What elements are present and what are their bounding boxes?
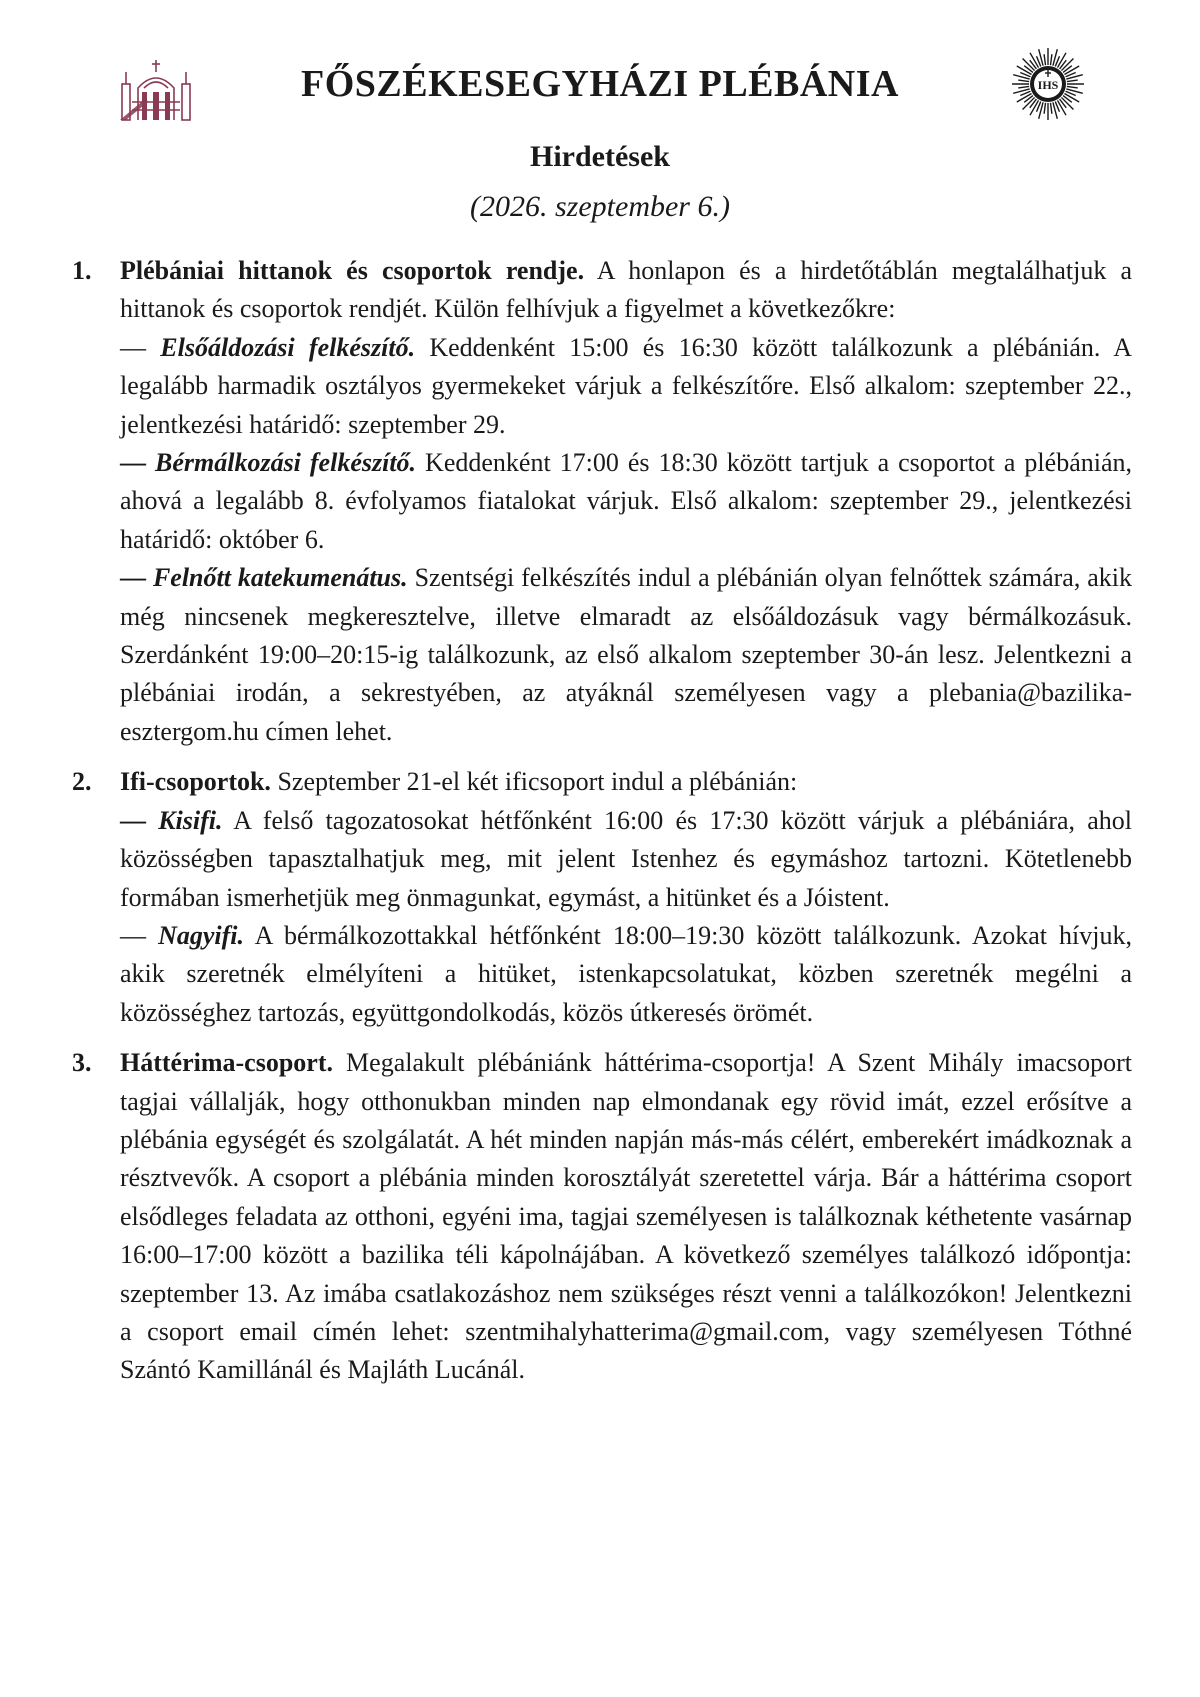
announcements-heading: Hirdetések xyxy=(530,140,670,173)
sub-item xyxy=(120,917,1132,1032)
item-text: Megalakult plébániánk háttérima-csoportja! A Szent Mihály imacsoport tagjai vállalják, hogy otthonukban minden nap elmondanak egy rövid imát, ezzel erősítve a plébánia egységét és szolgálatát. A hét minden napján más-más célért, emberekért imádkoznak a résztvevők. A csoport a plébánia minden korosztályát szeretettel várja. Bár a háttérima csoport elsődleges feladata az otthoni, egyéni ima, tagjai személyesen is találkoznak kéthetente vasárnap 16:00–17:00 között a bazilika téli kápolnájában. A következő személyes találkozó időpontja: szeptember 13. Az imába csatlakozáshoz nem szükséges részt venni a találkozókon! Jelentkezni a csoport email címén lehet: szentmihalyhatterima@gmail.com, vagy személyesen Tóthné Szántó Kamillánál és Majláth Lucánál. xyxy=(120,1048,1132,1385)
sub-item-text: A bérmálkozottakkal hétfőnként 18:00–19:30 között találkozunk. Azokat hívjuk, akik szeretnék elmélyíteni a hitüket, istenkapcsolatukat, közben szeretnék megélni a közösséghez tartozás, együttgondolkodás, közös útkeresés örömét. xyxy=(120,920,1132,1027)
sub-item-title: Nagyifi. xyxy=(158,920,244,950)
announcement-item xyxy=(72,252,1132,751)
sub-item xyxy=(120,802,1132,917)
item-paragraph xyxy=(120,763,1132,801)
sub-item-title: Bérmálkozási felkészítő. xyxy=(155,448,417,478)
sub-item xyxy=(120,444,1132,559)
sub-item xyxy=(120,329,1132,444)
announcements-list xyxy=(72,252,1132,1402)
sub-item-text: Keddenként 17:00 és 18:30 között tartjuk a csoportot a plébánián, ahová a legalább 8. évfolyamos fiatalokat várjuk. Első alkalom: szeptember 29., jelentkezési határidő: október 6. xyxy=(120,448,1133,554)
sub-item-dash: — xyxy=(120,805,159,835)
parish-title: FŐSZÉKESEGYHÁZI PLÉBÁNIA xyxy=(301,63,899,105)
sub-item-text: A felső tagozatosokat hétfőnként 16:00 és 17:30 között várjuk a plébániára, ahol közösségben tapasztalhatjuk meg, mit jelent Istenhez és egymáshoz tartozni. Kötetlenebb formában ismerhetjük meg önmagunkat, egymást, a hitünket és a Jóistent. xyxy=(120,805,1133,912)
sub-item-title: Elsőáldozási felkészítő. xyxy=(160,332,416,362)
announcement-item xyxy=(72,763,1132,1032)
sub-item-dash: — xyxy=(120,563,153,593)
ihs-seal-icon xyxy=(1010,46,1086,122)
announcement-item xyxy=(72,1044,1132,1390)
sub-item-title: Kisifi. xyxy=(158,805,223,835)
sub-item-dash: — xyxy=(120,920,159,950)
page-header xyxy=(0,40,1200,130)
announcements-date: (2026. szeptember 6.) xyxy=(470,190,730,223)
item-number: 2. xyxy=(72,767,92,797)
item-number: 3. xyxy=(72,1048,92,1078)
item-text: Szeptember 21-el két ificsoport indul a plébánián: xyxy=(270,767,798,797)
sub-item xyxy=(120,559,1132,751)
sub-item-title: Felnőtt katekumenátus. xyxy=(152,563,408,593)
item-title: Háttérima-csoport. xyxy=(120,1048,333,1078)
sub-item-dash: — xyxy=(120,332,161,362)
item-paragraph xyxy=(120,1044,1132,1390)
item-number: 1. xyxy=(72,256,92,285)
sub-item-text: Szentségi felkészítés indul a plébánián olyan felnőttek számára, akik még nincsenek megkeresztelve, illetve elmaradt az elsőáldozásuk vagy bérmálkozásuk. Szerdánként 19:00–20:15-ig találkozunk, az első alkalom szeptember 30-án lesz. Jelentkezni a plébániai irodán, a sekrestyében, az atyáknál személyesen vagy a plebania@bazilika-esztergom.hu címen lehet. xyxy=(120,563,1133,746)
sub-item-text: Keddenként 15:00 és 16:30 között találkozunk a plébánián. A legalább harmadik osztályos gyermekeket várjuk a felkészítőre. Első alkalom: szeptember 22., jelentkezési határidő: szeptember 29. xyxy=(120,332,1133,439)
item-paragraph xyxy=(120,252,1132,329)
item-title: Ifi-csoportok. xyxy=(120,767,271,797)
sub-item-dash: — xyxy=(120,448,155,478)
svg-text:IHS: IHS xyxy=(1037,78,1059,92)
item-title: Plébániai hittanok és csoportok rendje. xyxy=(120,256,585,285)
item-text: A honlapon és a hirdetőtáblán megtalálhatjuk a hittanok és csoportok rendjét. Külön felhívjuk a figyelmet a következőkre: xyxy=(120,256,1132,324)
